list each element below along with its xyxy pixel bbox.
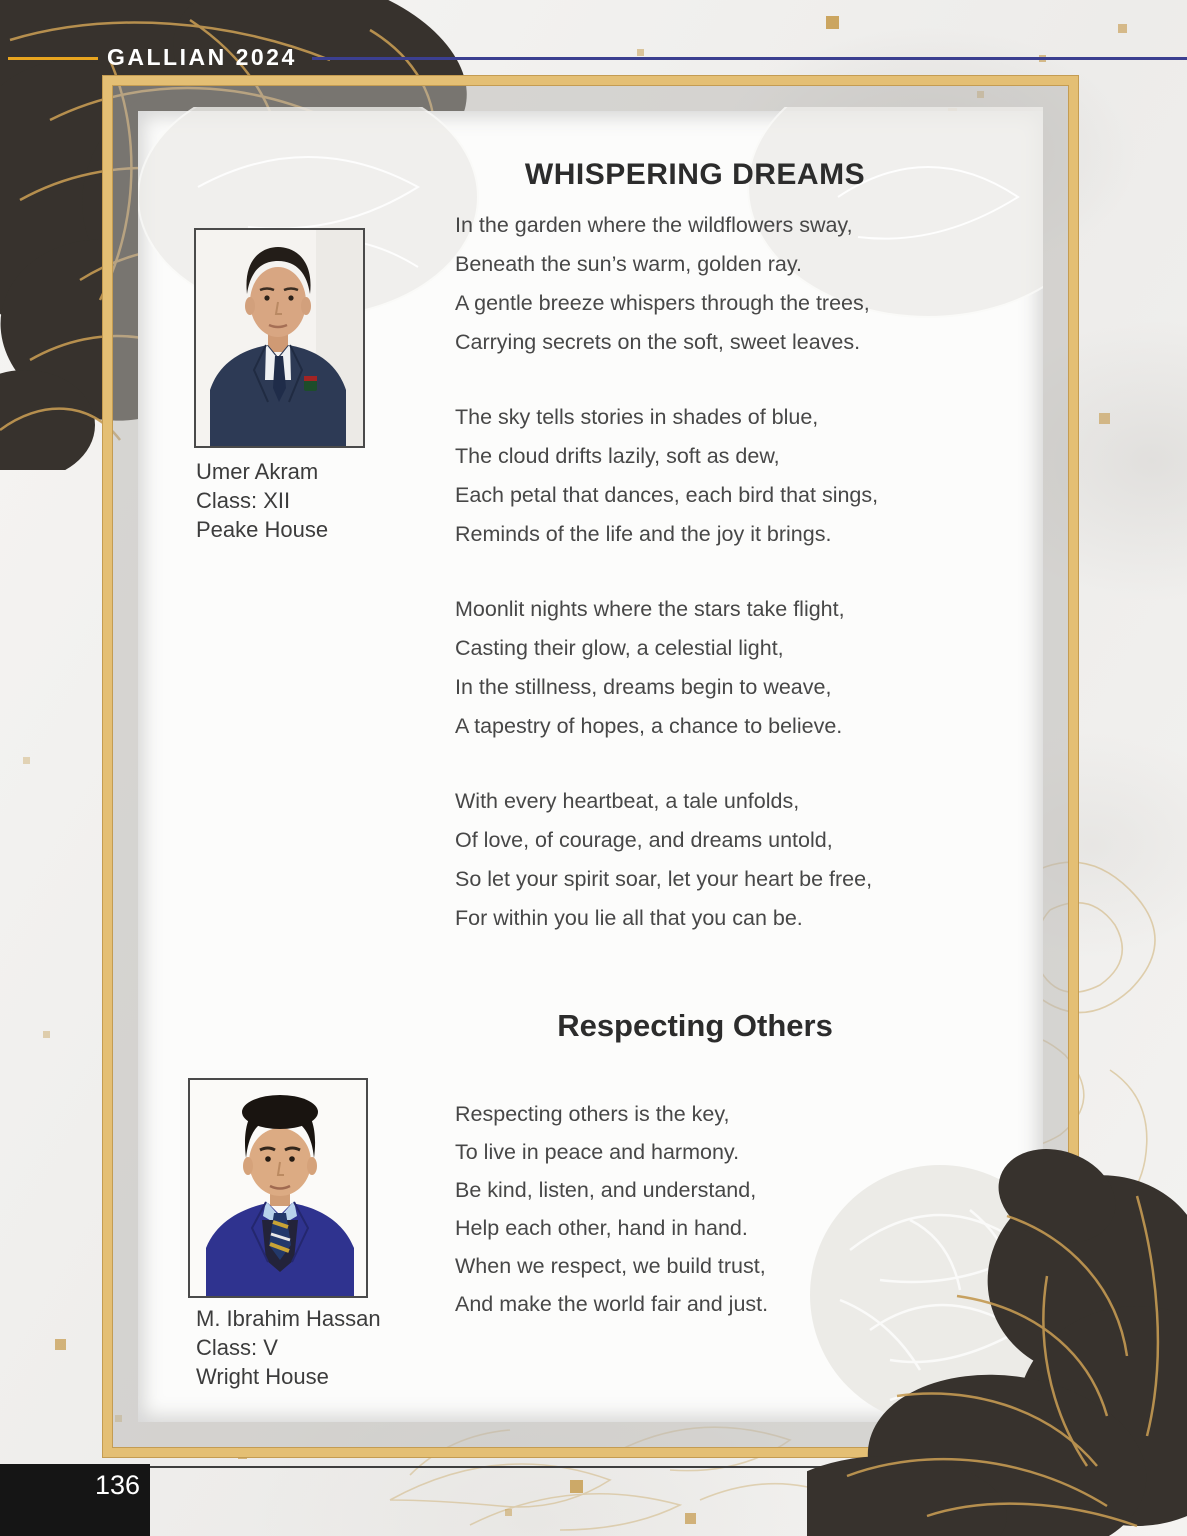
student-photo-umer-akram	[194, 228, 365, 448]
poem-line: In the garden where the wildflowers sway,	[455, 213, 853, 237]
poem-line: Be kind, listen, and understand,	[455, 1178, 757, 1202]
poem-line: Each petal that dances, each bird that sings,	[455, 483, 879, 507]
poem-stanza	[455, 398, 955, 554]
student-photo-ibrahim-hassan	[188, 1078, 368, 1298]
poem-line: Of love, of courage, and dreams untold,	[455, 828, 833, 852]
poem-stanza	[455, 206, 955, 362]
poem-title-whispering-dreams: WHISPERING DREAMS	[524, 158, 866, 191]
poem-line: Casting their glow, a celestial light,	[455, 636, 784, 660]
poem-stanza	[455, 782, 955, 938]
student-house: Peake House	[196, 517, 329, 542]
rose-decoration-bottom-right	[807, 1136, 1187, 1536]
student-class: Class: XII	[196, 488, 291, 513]
poem-stanza	[455, 590, 955, 746]
poem-line: And make the world fair and just.	[455, 1292, 769, 1316]
poem-title-respecting-others: Respecting Others	[557, 1008, 833, 1043]
poem-line: For within you lie all that you can be.	[455, 906, 803, 930]
poem-line: Respecting others is the key,	[455, 1102, 730, 1126]
poem-whispering-dreams	[455, 206, 955, 974]
student-class: Class: V	[196, 1335, 278, 1360]
poem-line: To live in peace and harmony.	[455, 1140, 740, 1164]
poem-line: A gentle breeze whispers through the trees,	[455, 291, 870, 315]
page-number-band	[0, 1464, 150, 1536]
poem-line: In the stillness, dreams begin to weave,	[455, 675, 832, 699]
header-navy-line	[312, 57, 1187, 60]
page-number: 136	[94, 1470, 140, 1500]
magazine-title: GALLIAN 2024	[107, 44, 297, 70]
student-house: Wright House	[196, 1364, 329, 1389]
student-name: M. Ibrahim Hassan	[196, 1306, 381, 1331]
poem-line: Beneath the sun’s warm, golden ray.	[455, 252, 802, 276]
poem-line: With every heartbeat, a tale unfolds,	[455, 789, 800, 813]
poem-line: Reminds of the life and the joy it brings.	[455, 522, 832, 546]
student-caption-umer-akram	[196, 457, 328, 544]
poem-line: The cloud drifts lazily, soft as dew,	[455, 444, 780, 468]
poem-line: So let your spirit soar, let your heart be free,	[455, 867, 873, 891]
poem-line: When we respect, we build trust,	[455, 1254, 766, 1278]
poem-line: A tapestry of hopes, a chance to believe.	[455, 714, 843, 738]
student-name: Umer Akram	[196, 459, 319, 484]
poem-line: Carrying secrets on the soft, sweet leaves.	[455, 330, 861, 354]
header-gold-line	[8, 57, 98, 60]
poem-line: The sky tells stories in shades of blue,	[455, 405, 819, 429]
poem-line: Help each other, hand in hand.	[455, 1216, 748, 1240]
poem-line: Moonlit nights where the stars take flight,	[455, 597, 845, 621]
student-caption-ibrahim-hassan	[196, 1304, 381, 1391]
